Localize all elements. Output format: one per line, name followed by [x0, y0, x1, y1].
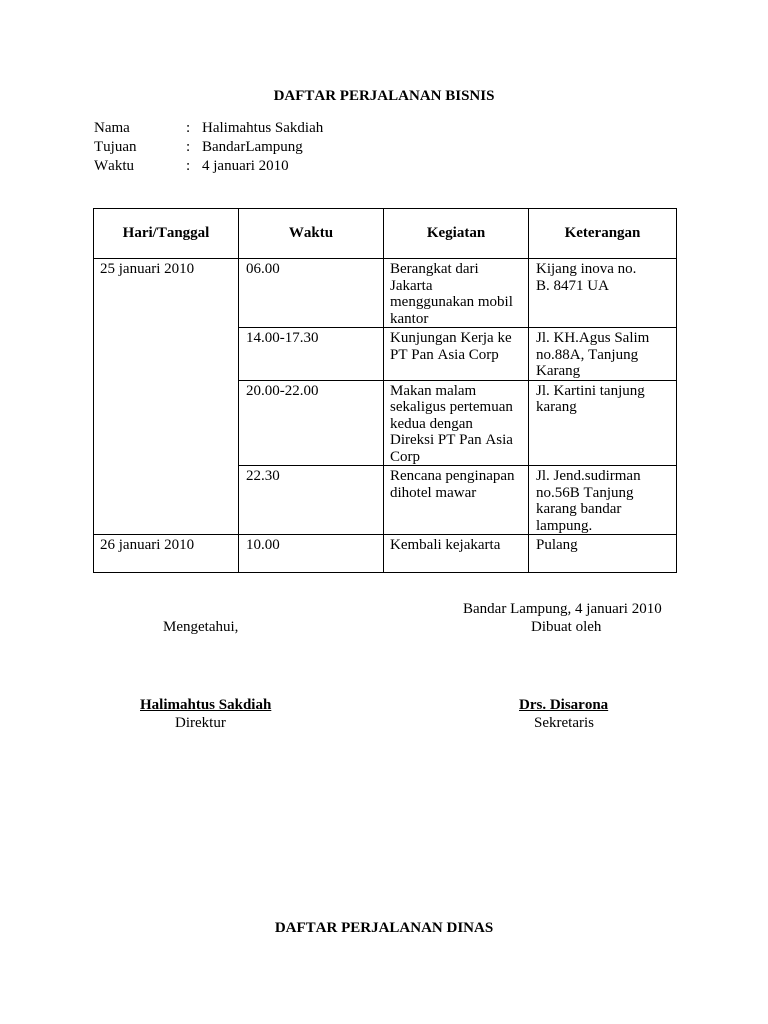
date-cell: 26 januari 2010	[94, 535, 239, 573]
place-date: Bandar Lampung, 4 januari 2010	[463, 601, 662, 617]
info-separator: :	[186, 139, 191, 155]
document-title: DAFTAR PERJALANAN BISNIS	[273, 88, 495, 104]
info-label-tujuan: Tujuan	[94, 139, 137, 155]
right-caption: Dibuat oleh	[531, 619, 602, 635]
activity-text: Kembali kejakarta	[390, 537, 501, 553]
right-signatory-name: Drs. Disarona	[519, 697, 609, 713]
left-caption: Mengetahui,	[163, 619, 239, 635]
table-row	[94, 259, 677, 328]
note-cell	[529, 466, 677, 535]
note-text: Jl. Kartini tanjung karang	[536, 382, 645, 415]
activity-text: Kunjungan Kerja ke PT Pan Asia Corp	[390, 330, 512, 363]
right-signatory-role: Sekretaris	[534, 715, 594, 731]
time-cell: 20.00-22.00	[239, 380, 384, 466]
note-cell	[529, 380, 677, 466]
note-text: Pulang	[536, 537, 578, 553]
activity-text: Makan malam sekaligus pertemuan kedua dengan Direksi PT Pan Asia Corp	[390, 382, 513, 465]
info-value-nama: Halimahtus Sakdiah	[202, 120, 324, 136]
info-label-nama: Nama	[94, 120, 130, 136]
header-waktu: Waktu	[239, 209, 384, 259]
header-kegiatan: Kegiatan	[384, 209, 529, 259]
activity-text: Berangkat dari Jakarta menggunakan mobil kantor	[390, 261, 513, 327]
activity-cell	[384, 328, 529, 381]
activity-cell	[384, 535, 529, 573]
info-separator: :	[186, 120, 191, 136]
itinerary-table	[93, 208, 677, 573]
note-cell	[529, 259, 677, 328]
header-keterangan: Keterangan	[529, 209, 677, 259]
activity-cell	[384, 466, 529, 535]
note-cell	[529, 328, 677, 381]
date-cell: 25 januari 2010	[94, 259, 239, 535]
left-signatory-role: Direktur	[175, 715, 226, 731]
time-cell: 06.00	[239, 259, 384, 328]
note-text: Kijang inova no. B. 8471 UA	[536, 261, 637, 294]
activity-cell	[384, 259, 529, 328]
info-value-tujuan: BandarLampung	[202, 139, 303, 155]
info-label-waktu: Waktu	[94, 158, 134, 174]
time-cell: 10.00	[239, 535, 384, 573]
left-signatory-name: Halimahtus Sakdiah	[140, 697, 272, 713]
header-hari-tanggal: Hari/Tanggal	[94, 209, 239, 259]
time-cell: 22.30	[239, 466, 384, 535]
activity-text: Rencana penginapan dihotel mawar	[390, 468, 515, 501]
note-cell	[529, 535, 677, 573]
activity-cell	[384, 380, 529, 466]
time-cell: 14.00-17.30	[239, 328, 384, 381]
note-text: Jl. Jend.sudirman no.56B Tanjung karang bandar lampung.	[536, 468, 641, 534]
info-value-waktu: 4 januari 2010	[202, 158, 289, 174]
info-separator: :	[186, 158, 191, 174]
table-row	[94, 535, 677, 573]
next-section-title: DAFTAR PERJALANAN DINAS	[274, 920, 494, 936]
note-text: Jl. KH.Agus Salim no.88A, Tanjung Karang	[536, 330, 650, 379]
table-header-row	[94, 209, 677, 259]
